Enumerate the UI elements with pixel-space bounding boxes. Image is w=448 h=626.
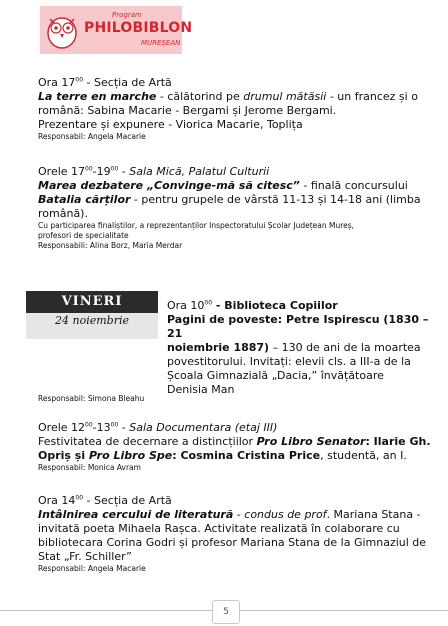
event-responsible: Responsabil: Angela Macarie [38, 564, 146, 573]
event-time: Orele $17^{00}-19^{00}$ - Sala Mică, Palatul Culturii [38, 165, 270, 178]
event-description-line: Pagini de poveste: Petre Ispirescu (1830 – 21 [167, 313, 429, 340]
date-badge [26, 291, 158, 341]
event-responsible: Responsabili: Alina Borz, Maria Merdar [38, 241, 183, 250]
philobiblon-logo [40, 6, 193, 54]
event-description-line: invitată poeta Mihaela Rașca. Activitate realizată în colaborare cu [38, 522, 400, 535]
event-literature-circle-section [38, 494, 438, 574]
event-time: Ora $10^{00}$ - Biblioteca Copiilor [167, 299, 338, 312]
event-description-line: română). [38, 207, 88, 220]
event-description-line: Batalia cărților - pentru grupele de vârstă 11-13 și 14-18 ani (limba [38, 193, 421, 206]
event-description-line: Festivitatea de decernare a distincțiilor Pro Libro Senator: Ilarie Gh. [38, 435, 431, 448]
event-description-line: Denisia Man [167, 383, 235, 396]
event-responsible: Responsabil: Monica Avram [38, 463, 141, 472]
event-award-section [38, 421, 438, 473]
date-badge-date: 24 noiembrie [26, 313, 158, 339]
logo-title: PHILOBIBLON [84, 20, 193, 36]
event-description-line: Opriș și Pro Libro Spe: Cosmina Cristina Price, studentă, an I. [38, 449, 407, 462]
date-badge-day: VINERI [26, 291, 158, 313]
event-responsible: Responsabil: Angela Macarie [38, 132, 146, 141]
event-note: Cu participarea finaliștilor, a reprezentanților Inspectoratului Școlar Județean Mureș, [38, 221, 355, 230]
event-description-line: bibliotecara Corina Godri și profesor Mariana Stana de la Gimnaziul de [38, 536, 427, 549]
event-art-section-17 [38, 76, 438, 142]
event-time: Ora $17^{00}$ - Secția de Artă [38, 76, 172, 89]
event-description-line: română: Sabina Macarie - Bergami și Jerome Bergami. [38, 104, 337, 117]
page-number: 5 [212, 600, 240, 624]
event-description-line: La terre en marche - călătorind pe drumul mătăsii - un francez și o [38, 90, 418, 103]
owl-icon [44, 11, 80, 49]
event-note: profesori de specialitate [38, 231, 129, 240]
logo-subtitle: MUREȘEAN [141, 39, 181, 47]
event-description-line: Prezentare și expunere - Viorica Macarie, Toplița [38, 118, 303, 131]
logo-program-text: Program [112, 11, 142, 19]
event-description-line: Intâlnirea cercului de literatură - condus de prof. Mariana Stana - [38, 508, 421, 521]
event-responsible: Responsabil: Simona Bleahu [38, 394, 145, 403]
event-description-line: noiembrie 1887) – 130 de ani de la moartea [167, 341, 421, 354]
event-time: Ora $14^{00}$ - Secția de Artă [38, 494, 172, 507]
event-children-library-section [167, 299, 442, 397]
event-description-line: Școala Gimnazială „Dacia,” învățătoare [167, 369, 384, 382]
event-description-line: Marea dezbatere „Convinge-mă să citesc” - finală concursului [38, 179, 408, 192]
event-description-line: Stat „Fr. Schiller” [38, 550, 132, 563]
event-debate-section [38, 165, 438, 251]
event-time: Orele $12^{00}-13^{00}$ - Sala Documentara (etaj III) [38, 421, 278, 434]
event-description-line: povestitorului. Invitați: elevii cls. a III-a de la [167, 355, 411, 368]
